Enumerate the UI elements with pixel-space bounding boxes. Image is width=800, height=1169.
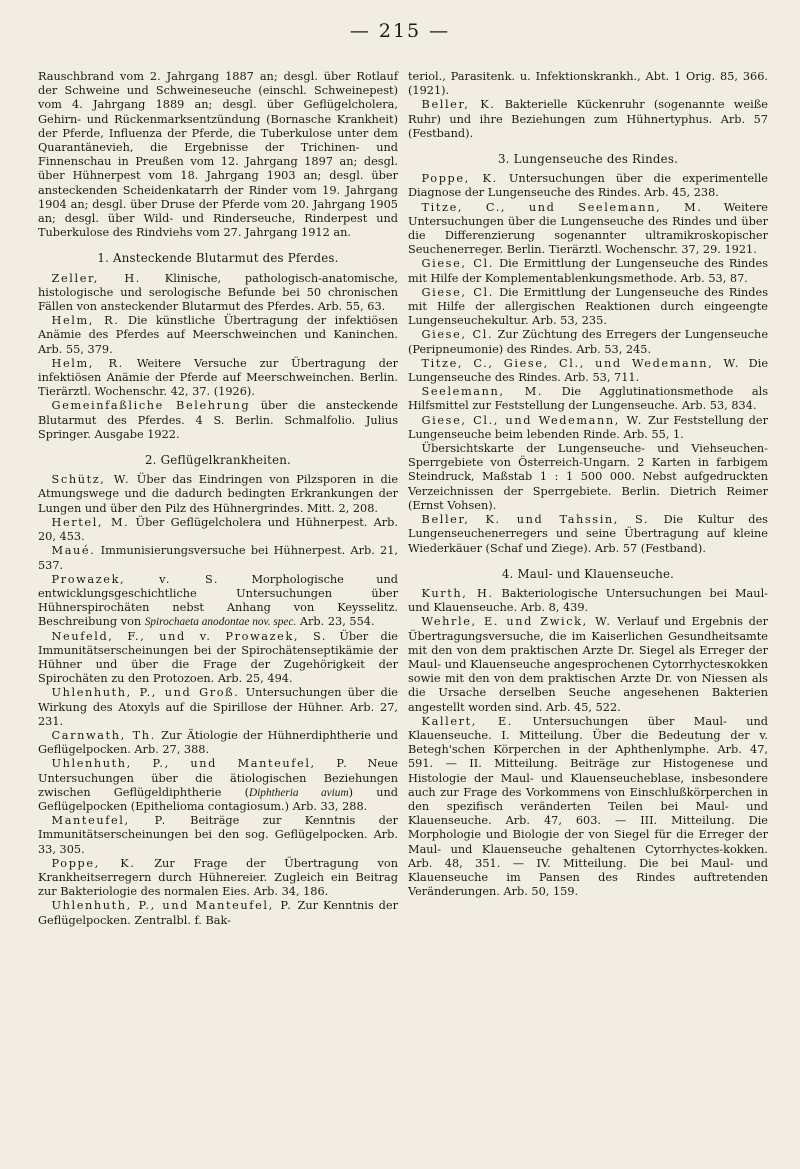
- bibliography-entry: [38, 686, 398, 729]
- entry-text: Zur Kenntnis der Geflügelpocken. Zentralbl. f. Bak-: [38, 899, 398, 927]
- bibliography-entry: [38, 899, 398, 927]
- entry-text: Bakterielle Kückenruhr (sogenannte weiße Ruhr) und ihre Beziehungen zum Hühnertyphus. Arb. 57 (Festband).: [408, 98, 768, 140]
- entry-author: Seelemann, M.: [421, 385, 544, 399]
- bibliography-entry: [408, 286, 768, 329]
- entry-text: Die Ermittlung der Lungenseuche des Rindes mit Hilfe der Komplementablenkungsmethode. Arb. 53, 87.: [408, 257, 768, 285]
- entry-text: Untersuchungen über Maul- und Klauenseuche. I. Mitteilung. Über die Bedeutung der v. Betegh'schen Körperchen in der Aphthenlymphe. Arb. 47, 591. — II. Mitteilung. Beiträge zur Histogenese und Histologie der Maul- und Klauenseucheblase, insbesondere auch zur Frage des Vorkommens von Einschlußkörperchen in den spezifisch veränderten Teilen bei Maul- und Klauenseuche. Arb. 47, 603. — III. Mitteilung. Die Morphologie und Biologie der von Siegel für die Erreger der Maul- und Klauenseuche gehaltenen Cytorrhyctes-kokken. Arb. 48, 351. — IV. Mitteilung. Die bei Maul- und Klauenseuche im Pansen des Rindes auftretenden Veränderungen. Arb. 50, 159.: [408, 714, 768, 899]
- bibliography-entry: [408, 201, 768, 258]
- entry-author: Beller, K. und Tahssin, S.: [421, 513, 650, 527]
- entry-text: Zur Züchtung des Erregers der Lungenseuche (Peripneumonie) des Rindes. Arb. 53, 245.: [408, 328, 769, 356]
- entry-text: Weitere Versuche zur Übertragung der infektiösen Anämie der Pferde auf Meerschweinchen. Berlin. Tierärztl. Wochenschr. 42, 37. (1926).: [38, 356, 398, 399]
- entry-text: Untersuchungen über die experimentelle Diagnose der Lungenseuche des Rindes. Arb. 45, 238.: [408, 172, 768, 200]
- bibliography-entry: [408, 172, 768, 200]
- continued-paragraph: teriol., Parasitenk. u. Infektionskrankh., Abt. 1 Orig. 85, 366. (1921).: [408, 70, 768, 98]
- entry-author: Hertel, M.: [51, 515, 130, 529]
- entry-author: Helm, R.: [51, 356, 124, 370]
- entry-text: Zur Feststellung der Lungenseuche beim lebenden Rinde. Arb. 55, 1.: [408, 413, 769, 441]
- entry-text: Klinische, pathologisch-anatomische, histologische und serologische Befunde bei 50 chronischen Fällen von ansteckender Blutarmut des Pferdes. Arb. 55, 63.: [38, 271, 398, 314]
- entry-author: Giese, Cl.: [421, 328, 494, 342]
- bibliography-entry: [408, 615, 768, 714]
- bibliography-entry: [408, 587, 768, 615]
- entry-author: Giese, Cl., und Wedemann, W.: [421, 413, 643, 427]
- entry-author: Zeller, H.: [51, 271, 141, 285]
- bibliography-entry: [408, 513, 768, 556]
- bibliography-entry: [38, 757, 398, 814]
- entry-text: Zur Ätiologie der Hühnerdiphtherie und Geflügelpocken. Arb. 27, 388.: [38, 728, 398, 757]
- entry-text: Über die Immunitätserscheinungen bei der Spirochätenseptikämie der Hühner und über die Frage der Zugehörigkeit der Spirochäten zu den Protozoen. Arb. 25, 494.: [38, 629, 398, 686]
- entry-text: Übersichtskarte der Lungenseuche- und Viehseuchen-Sperrgebiete von Österreich-Ungarn. 2 Karten in farbigem Steindruck, Maßstab 1 : 1 500 000. Nebst aufgedruckten Verzeichnissen der Sperrgebiete. Berlin. Dietrich Reimer (Ernst Vohsen).: [408, 442, 768, 512]
- entry-author: Beller, K.: [421, 98, 496, 112]
- bibliography-entry: [38, 573, 398, 630]
- entry-author: Neufeld, F., und v. Prowazek, S.: [51, 629, 328, 643]
- entry-author: Poppe, K.: [421, 172, 498, 186]
- entry-text: Untersuchungen über die Wirkung des Atoxyls auf die Spirillose der Hühner. Arb. 27, 231.: [38, 686, 398, 728]
- entry-text: über die ansteckende Blutarmut des Pferdes. 4 S. Berlin. Schmalfolio. Julius Springer. Ausgabe 1922.: [38, 399, 398, 441]
- entry-latin-term: Diphtheria avium: [249, 786, 349, 799]
- entry-text: Verlauf und Ergebnis der Übertragungsversuche, die im Kaiserlichen Gesundheitsamte mit den von dem praktischen Arzte Dr. Siegel als Erreger der Maul- und Klauenseuche angesprochenen Cytorrhyctesкokken sowie mit den von dem praktischen Arzte Dr. von Niessen als die Ursache derselben Seuche angesehenen Bakterien angestellt worden sind. Arb. 45, 522.: [408, 615, 768, 714]
- entry-author: Giese, Cl.: [421, 257, 494, 271]
- entry-text: Die Agglutinationsmethode als Hilfsmittel zur Feststellung der Lungenseuche. Arb. 53, 834.: [408, 385, 768, 413]
- bibliography-entry: [38, 516, 398, 544]
- bibliography-entry: [38, 473, 398, 516]
- bibliography-entry: [408, 414, 768, 442]
- section-heading-2: 2. Geflügelkrankheiten.: [144, 453, 292, 468]
- entry-author: Kurth, H.: [421, 586, 494, 600]
- bibliography-entry: [408, 328, 768, 356]
- entry-text: Beiträge zur Kenntnis der Immunitätserscheinungen bei den sog. Geflügelpocken. Arb. 33, 305.: [38, 814, 398, 856]
- left-column: [38, 70, 398, 928]
- entry-text: Über Geflügelcholera und Hühnerpest. Arb. 20, 453.: [38, 515, 398, 544]
- entry-author: Carnwath, Th.: [51, 728, 156, 742]
- bibliography-entry: [38, 814, 398, 857]
- entry-author: Schütz, W.: [51, 473, 131, 487]
- bibliography-entry: [408, 442, 768, 513]
- bibliography-entry: [38, 399, 398, 442]
- entry-text: Morphologische und entwicklungsgeschichtliche Untersuchungen über Hühnerspirochäten nebst Anhang von Keysselitz. Beschreibung von: [38, 572, 398, 629]
- entry-author: Prowazek, v. S.: [51, 572, 220, 586]
- section-2-continued-entries: [408, 98, 768, 141]
- section-2-entries: [38, 473, 398, 928]
- entry-author: Kallert, E.: [421, 714, 514, 728]
- bibliography-entry: [38, 314, 398, 357]
- entry-author: Poppe, K.: [51, 856, 136, 870]
- bibliography-entry: [408, 257, 768, 285]
- entry-text: Neue Untersuchungen über die ätiologischen Beziehungen zwischen Geflügeldiphtherie (: [38, 757, 398, 799]
- entry-author: Giese, Cl.: [421, 285, 494, 299]
- bibliography-entry: [38, 272, 398, 315]
- entry-text-tail: ) und Geflügelpocken (Epithelioma contagiosum.) Arb. 33, 288.: [38, 785, 399, 813]
- entry-text: Immunisierungsversuche bei Hühnerpest. Arb. 21, 537.: [38, 544, 398, 572]
- bibliography-entry: [38, 729, 398, 757]
- entry-text: Über das Eindringen von Pilzsporen in die Atmungswege und die dadurch bedingten Erkrankungen der Lungen und über den Pilz des Hühnergrindes. Mitt. 2, 208.: [38, 473, 398, 515]
- bibliography-entry: [408, 98, 768, 141]
- entry-text: Weitere Untersuchungen über die Lungenseuche des Rindes und über die Differenzierung sogenannter ultramikroskopischer Seuchenerreger. Berlin. Tierärztl. Wochenschr. 37, 29. 1921.: [408, 200, 768, 257]
- section-heading-4: 4. Maul- und Klauenseuche.: [501, 566, 675, 581]
- entry-author: Uhlenhuth, P., und Groß.: [51, 686, 240, 700]
- entry-author: Manteufel, P.: [51, 814, 167, 828]
- bibliography-entry: [408, 385, 768, 413]
- entry-author: Wehrle, E. und Zwick, W.: [421, 615, 612, 629]
- entry-text: Zur Frage der Übertragung von Krankheitserregern durch Hühnereier. Zugleich ein Beitrag zur Bakteriologie des normalen Eies. Arb. 34, 186.: [38, 856, 398, 899]
- entry-author: Uhlenhuth, P., und Manteufel, P.: [51, 757, 349, 771]
- entry-text: Die künstliche Übertragung der infektiösen Anämie des Pferdes auf Meerschweinchen und Kaninchen. Arb. 55, 379.: [38, 314, 398, 356]
- entry-text-tail: Arb. 23, 554.: [296, 615, 375, 629]
- section-heading-1: 1. Ansteckende Blutarmut des Pferdes.: [97, 251, 339, 266]
- entry-text: Die Ermittlung der Lungenseuche des Rindes mit Hilfe der allergischen Reaktionen durch eingeengte Lungenseuchekultur. Arb. 53, 235.: [408, 285, 768, 328]
- bibliography-entry: [38, 357, 398, 400]
- entry-author: Titze, C., und Seelemann, M.: [421, 200, 703, 214]
- section-3-entries: [408, 172, 768, 555]
- entry-author: Titze, C., Giese, Cl., und Wedemann, W.: [421, 356, 740, 370]
- entry-text: Die Lungenseuche des Rindes. Arb. 53, 711.: [408, 356, 769, 385]
- entry-text: Bakteriologische Untersuchungen bei Maul- und Klauenseuche. Arb. 8, 439.: [408, 586, 768, 615]
- bibliography-entry: [38, 630, 398, 687]
- entry-author: Maué.: [51, 544, 96, 558]
- right-column: [408, 70, 768, 899]
- bibliography-entry: [38, 857, 398, 900]
- bibliography-entry: [408, 715, 768, 900]
- continued-paragraph: Rauschbrand vom 2. Jahrgang 1887 an; desgl. über Rotlauf der Schweine und Schweineseuche (einschl. Schweinepest) vom 4. Jahrgang 1889 an; desgl. über Geflügelcholera, Gehirn- und Rückenmarksentzündung (Bornasche Krankheit) der Pferde, Influenza der Pferde, die Tuberkulose unter dem Quarantänevieh, die Ergebnisse der Trichinen- und Finnenschau in Preußen vom 12. Jahrgang 1897 an; desgl. über Hühnerpest vom 18. Jahrgang 1903 an; desgl. über ansteckenden Scheidenkatarrh der Rinder vom 19. Jahrgang 1904 an; desgl. über Druse der Pferde vom 20. Jahrgang 1905 an; desgl. über Wild- und Rinderseuche, Rinderpest und Tuberkulose des Rindviehs vom 27. Jahrgang 1912 an.: [38, 70, 398, 240]
- entry-author: Gemeinfaßliche Belehrung: [51, 399, 251, 413]
- entry-latin-term: Spirochaeta anodontae nov. spec.: [144, 616, 297, 629]
- entry-author: Helm, R.: [51, 314, 120, 328]
- entry-text: Die Kultur des Lungenseuchenerregers und seine Übertragung auf kleine Wiederkäuer (Schaf und Ziege). Arb. 57 (Festband).: [408, 513, 768, 555]
- section-4-entries: [408, 587, 768, 899]
- bibliography-entry: [38, 544, 398, 572]
- entry-author: Uhlenhuth, P., und Manteufel, P.: [51, 899, 293, 913]
- page-number: — 215 —: [349, 20, 451, 42]
- section-heading-3: 3. Lungenseuche des Rindes.: [497, 152, 679, 167]
- section-1-entries: [38, 272, 398, 442]
- bibliography-entry: [408, 357, 768, 385]
